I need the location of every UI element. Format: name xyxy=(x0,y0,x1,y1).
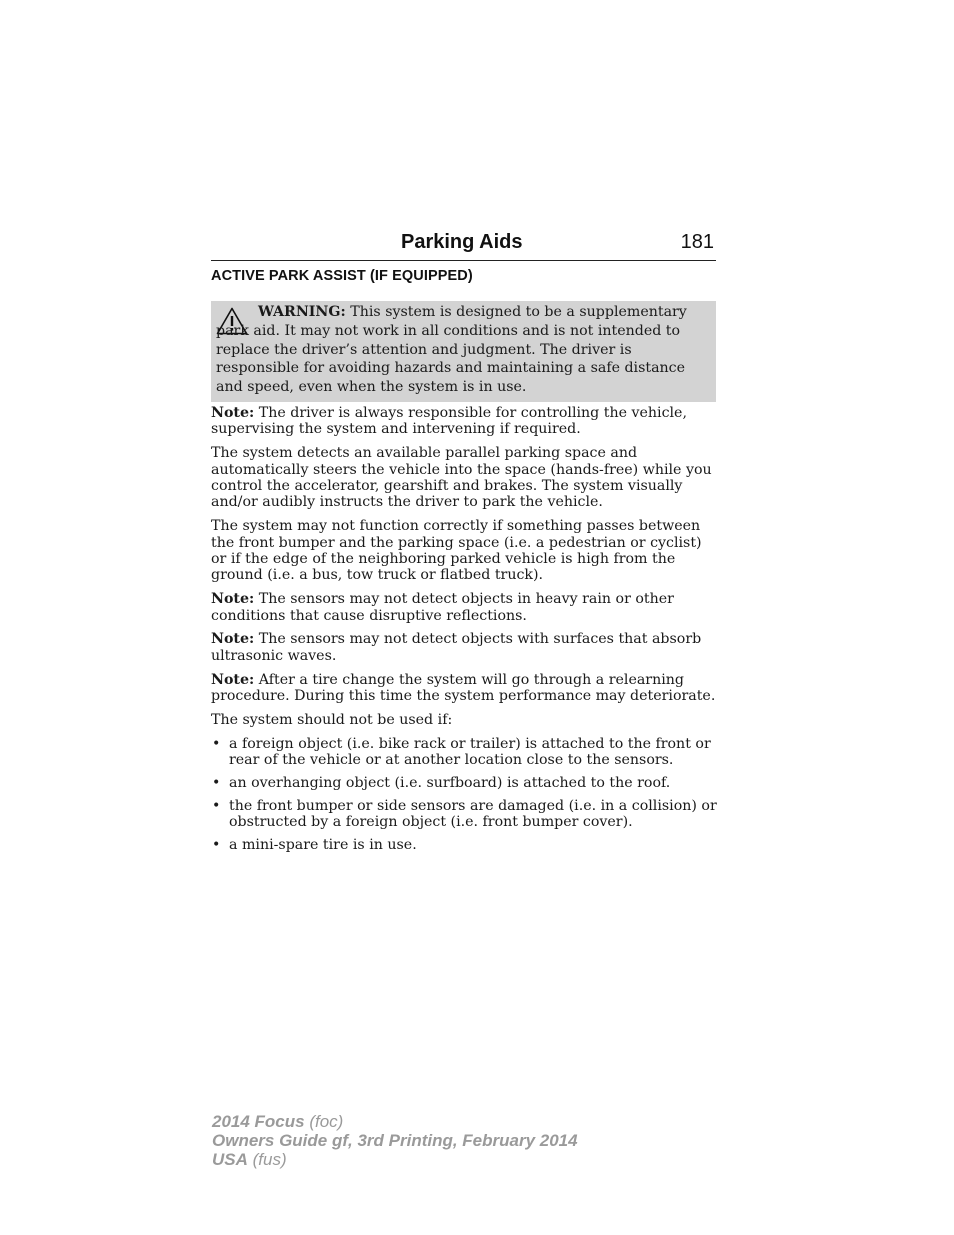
footer-market-code: (fus) xyxy=(247,1150,287,1169)
warning-body: This system is designed to be a supplementary park aid. It may not work in all conditions and is not intended to replace the driver’s attention and judgment. The driver is responsible for avoiding hazards and maintaining a safe distance and speed, even when the system is in use. xyxy=(216,304,687,396)
list-item-text: a mini-spare tire is in use. xyxy=(229,837,417,854)
footer-line-market xyxy=(212,1150,578,1169)
list-item xyxy=(211,736,717,769)
page-header xyxy=(211,228,716,261)
bullet-glyph: • xyxy=(212,735,221,752)
section-title: Parking Aids xyxy=(401,231,523,253)
list-item xyxy=(211,837,717,853)
body-paragraph: The system may not function correctly if something passes between the front bumper and the parking space (i.e. a pedestrian or cyclist) or if the edge of the neighboring parked vehicle is high from the ground (i.e. a bus, tow truck or flatbed truck). xyxy=(211,518,702,584)
bullet-glyph: • xyxy=(212,798,221,815)
note-label: Note: xyxy=(211,591,255,608)
note-paragraph xyxy=(211,631,717,664)
footer-market: USA xyxy=(212,1150,248,1169)
warning-text xyxy=(216,303,710,397)
list-item xyxy=(211,798,717,831)
list-item-text: the front bumper or side sensors are damaged (i.e. in a collision) or obstructed by a foreign object (i.e. front bumper cover). xyxy=(229,798,717,831)
note-text: After a tire change the system will go through a relearning procedure. During this time the system performance may deteriorate. xyxy=(211,671,716,705)
body-paragraph: The system detects an available parallel parking space and automatically steers the vehicle into the space (hands-free) while you control the accelerator, gearshift and brakes. The system visually and/or audibly instructs the driver to park the vehicle. xyxy=(211,445,712,511)
footer-line-guide: Owners Guide gf, 3rd Printing, February 2014 xyxy=(212,1131,578,1150)
note-text: The sensors may not detect objects in heavy rain or other conditions that cause disruptive reflections. xyxy=(211,591,674,624)
list-item xyxy=(211,775,717,791)
page-number: 181 xyxy=(680,231,714,253)
body-paragraph: The system should not be used if: xyxy=(211,711,453,728)
list-item-text: an overhanging object (i.e. surfboard) is attached to the roof. xyxy=(229,775,671,792)
note-label: Note: xyxy=(211,631,255,648)
subsection-heading: ACTIVE PARK ASSIST (IF EQUIPPED) xyxy=(211,268,473,284)
list-item-text: a foreign object (i.e. bike rack or trailer) is attached to the front or rear of the vehicle or at another location close to the sensors. xyxy=(229,735,711,769)
warning-box xyxy=(211,301,716,402)
footer-model-code: (foc) xyxy=(304,1112,344,1131)
note-paragraph xyxy=(211,672,717,705)
note-label: Note: xyxy=(211,405,255,421)
footer-line-model xyxy=(212,1112,578,1131)
bullet-glyph: • xyxy=(212,837,221,854)
bullet-list xyxy=(211,736,717,854)
footer-model: 2014 Focus xyxy=(212,1112,305,1131)
note-paragraph xyxy=(211,405,717,438)
bullet-glyph: • xyxy=(212,775,221,792)
warning-label: WARNING: xyxy=(258,304,346,320)
note-text: The driver is always responsible for controlling the vehicle, supervising the system and intervening if required. xyxy=(211,405,687,438)
note-text: The sensors may not detect objects with surfaces that absorb ultrasonic waves. xyxy=(211,631,702,664)
footer xyxy=(212,1112,578,1169)
note-paragraph xyxy=(211,591,717,624)
note-label: Note: xyxy=(211,671,255,688)
main-content xyxy=(211,405,717,860)
